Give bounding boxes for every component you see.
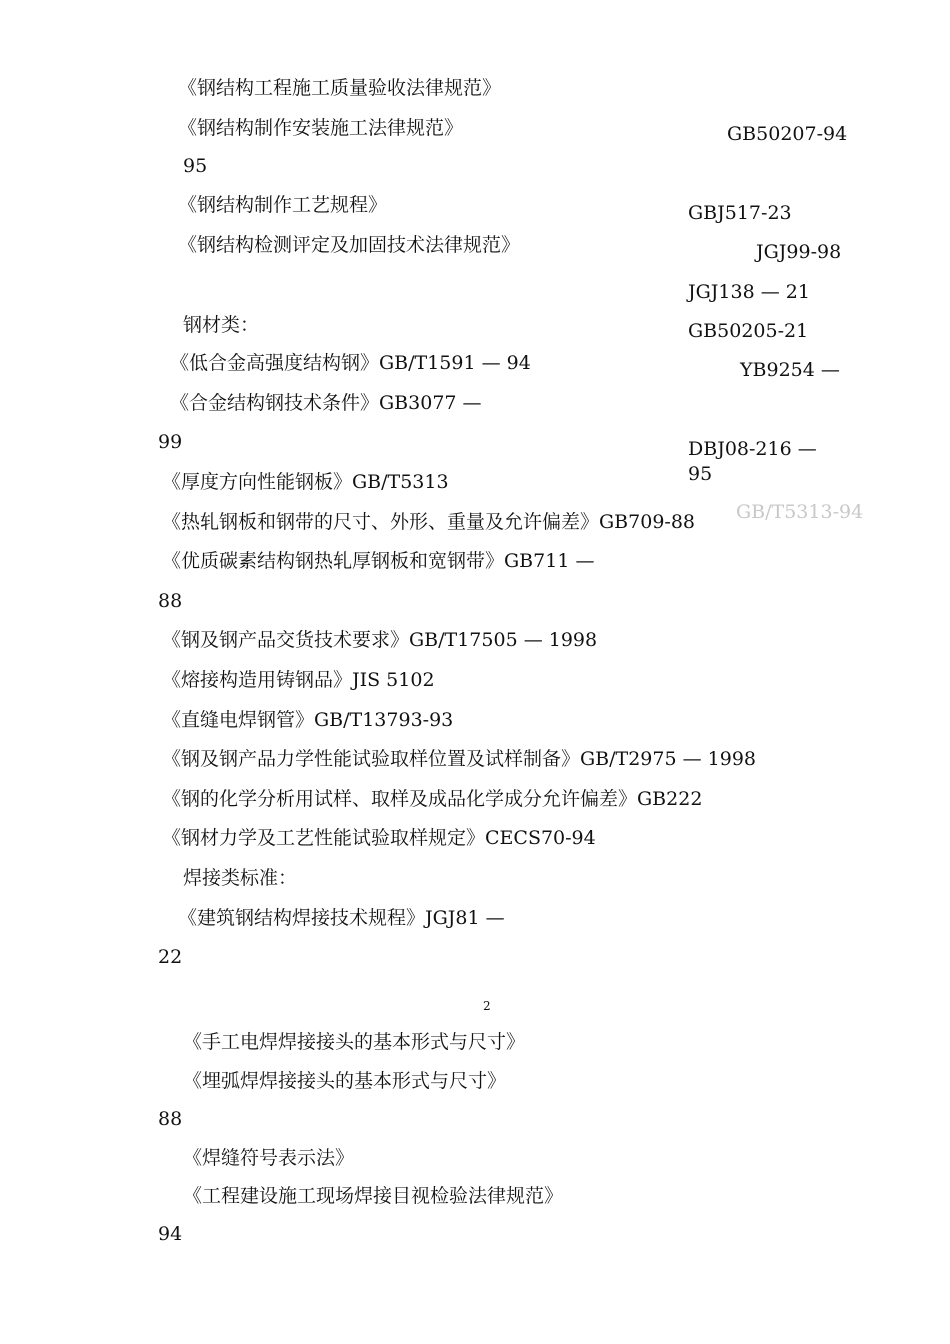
doc-line: 《钢结构制作安装施工法律规范》: [178, 117, 464, 139]
standard-code: 95: [688, 463, 713, 485]
standard-code: JGJ99-98: [756, 241, 842, 263]
doc-line: 《熔接构造用铸钢品》JIS 5102: [162, 669, 435, 691]
standard-code: GB50207-94: [727, 123, 848, 145]
section-heading: 焊接类标准：: [183, 867, 298, 889]
doc-line: 22: [158, 946, 183, 968]
doc-line: 95: [183, 155, 208, 177]
page-number: 2: [483, 999, 491, 1013]
doc-line: 《钢结构制作工艺规程》: [178, 194, 388, 216]
doc-line: 《焊缝符号表示法》: [183, 1147, 355, 1169]
doc-line: 88: [158, 590, 183, 612]
standard-code: JGJ138 — 21: [688, 281, 810, 303]
doc-line: 《低合金高强度结构钢》GB/T1591 — 94: [170, 352, 531, 374]
doc-line: 《手工电焊焊接接头的基本形式与尺寸》: [183, 1031, 526, 1053]
doc-line: 《工程建设施工现场焊接目视检验法律规范》: [183, 1185, 564, 1207]
doc-line: 《优质碳素结构钢热轧厚钢板和宽钢带》GB711 —: [162, 550, 595, 572]
doc-line: 《钢结构工程施工质量验收法律规范》: [178, 77, 502, 99]
doc-line: 《热轧钢板和钢带的尺寸、外形、重量及允许偏差》GB709-88: [162, 511, 696, 533]
doc-line: 88: [158, 1108, 183, 1130]
doc-line: 《合金结构钢技术条件》GB3077 —: [170, 392, 482, 414]
doc-line: 《埋弧焊焊接接头的基本形式与尺寸》: [183, 1070, 507, 1092]
standard-code: GBJ517-23: [688, 202, 792, 224]
doc-line: 《钢及钢产品交货技术要求》GB/T17505 — 1998: [162, 629, 598, 651]
standard-code: GB50205-21: [688, 320, 809, 342]
doc-line: 《直缝电焊钢管》GB/T13793-93: [162, 709, 454, 731]
clipped-standard-code: GB/T5313-94: [736, 501, 864, 523]
doc-line: 《钢材力学及工艺性能试验取样规定》CECS70-94: [162, 827, 596, 849]
standard-code: YB9254 —: [740, 359, 840, 381]
doc-line: 99: [158, 431, 183, 453]
doc-line: 《建筑钢结构焊接技术规程》JGJ81 —: [178, 907, 505, 929]
doc-line: 《钢结构检测评定及加固技术法律规范》: [178, 234, 521, 256]
section-heading: 钢材类：: [183, 314, 260, 336]
doc-line: 94: [158, 1223, 183, 1245]
standard-code: DBJ08-216 —: [688, 438, 817, 460]
doc-line: 《钢及钢产品力学性能试验取样位置及试样制备》GB/T2975 — 1998: [162, 748, 757, 770]
doc-line: 《钢的化学分析用试样、取样及成品化学成分允许偏差》GB222: [162, 788, 703, 810]
doc-line: 《厚度方向性能钢板》GB/T5313: [162, 471, 449, 493]
